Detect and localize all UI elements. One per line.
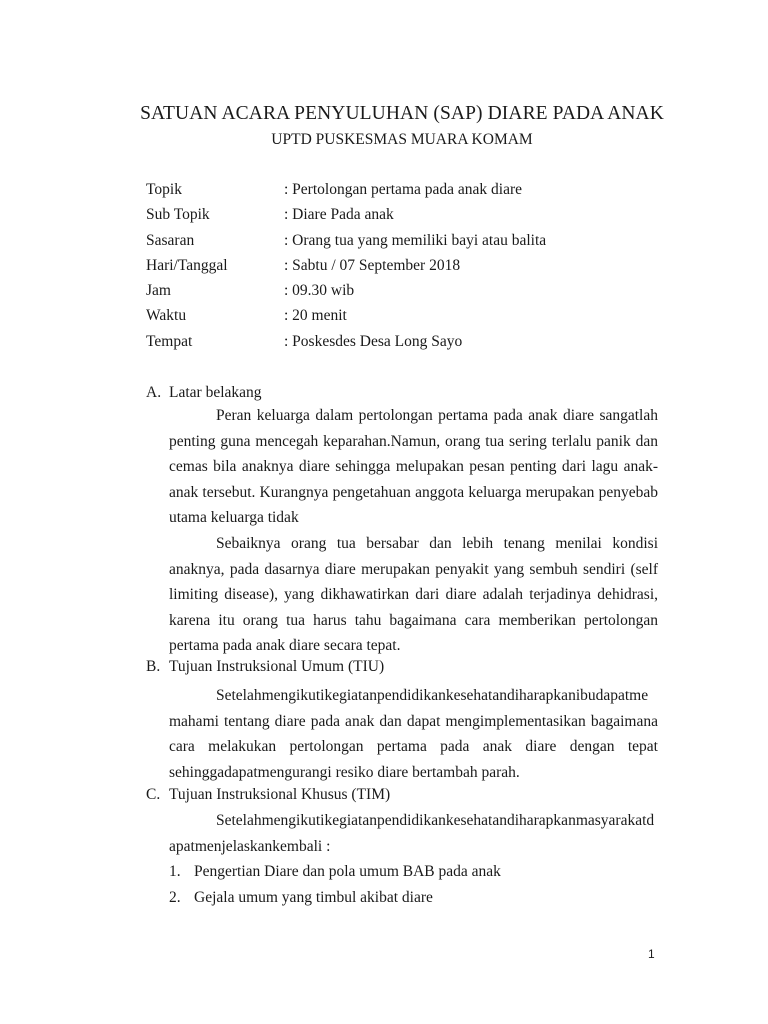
paragraph-line: Sebaiknya orang tua bersabar dan lebih tenang menilai kondisi [216, 535, 658, 552]
info-row-waktu [146, 307, 546, 332]
section-b-heading [146, 658, 384, 676]
section-title: Tujuan Instruksional Umum (TIU) [169, 658, 385, 675]
paragraph-line: penting guna mencegah keparahan.Namun, orang tua sering terlalu panik dan [169, 432, 658, 450]
info-value: : 09.30 wib [284, 282, 355, 300]
section-title: Tujuan Instruksional Khusus (TIM) [169, 786, 391, 803]
paragraph-line: apatmenjelaskankembali : [169, 837, 331, 855]
section-letter: A. [146, 384, 162, 401]
info-value: : Sabtu / 07 September 2018 [284, 256, 461, 274]
paragraph-line: Peran keluarga dalam pertolongan pertama pada anak diare sangatlah [216, 407, 658, 424]
section-a-paragraph-2 [169, 531, 658, 659]
info-label: Jam [146, 282, 171, 300]
paragraph-line: pertama pada anak diare secara tepat. [169, 637, 401, 655]
list-text: Pengertian Diare dan pola umum BAB pada anak [194, 863, 501, 880]
paragraph-line: karena itu orang tua harus tahu bagaimana cara memberikan pertolongan [169, 611, 658, 629]
info-row-sasaran [146, 232, 546, 257]
document-subtitle: UPTD PUSKESMAS MUARA KOMAM [271, 131, 533, 148]
info-table [146, 181, 546, 358]
info-value: : 20 menit [284, 307, 347, 325]
list-item [169, 885, 501, 911]
section-c-heading [146, 786, 390, 804]
info-label: Hari/Tanggal [146, 256, 228, 274]
page-number: 1 [648, 947, 655, 961]
paragraph-line: cemas bila anaknya diare sehingga melupakan pesan penting dari lagu anak- [169, 458, 658, 476]
info-row-tempat [146, 333, 546, 358]
paragraph-line: limiting disease), yang dikhawatirkan dari diare adalah terjadinya dehidrasi, [169, 586, 658, 604]
paragraph-line: utama keluarga tidak [169, 509, 299, 527]
info-label: Sub Topik [146, 206, 210, 224]
section-a-heading [146, 384, 262, 402]
paragraph-line: Setelahmengikutikegiatanpendidikankesehatandiharapkanmasyarakatd [216, 812, 655, 829]
paragraph-line: Setelahmengikutikegiatanpendidikankesehatandiharapkanibudapatme [216, 687, 649, 704]
paragraph-line: cara melakukan pertolongan pertama pada anak diare dengan tepat [169, 738, 658, 756]
paragraph-line: anak tersebut. Kurangnya pengetahuan anggota keluarga merupakan penyebab [169, 483, 658, 501]
info-row-jam [146, 282, 546, 307]
info-value: : Poskesdes Desa Long Sayo [284, 332, 463, 350]
list-text: Gejala umum yang timbul akibat diare [194, 888, 433, 906]
section-letter: B. [146, 658, 161, 675]
section-title: Latar belakang [169, 384, 262, 401]
paragraph-line: mahami tentang diare pada anak dan dapat mengimplementasikan bagaimana [169, 712, 658, 730]
info-value: : Diare Pada anak [284, 206, 394, 224]
info-row-topik [146, 181, 546, 206]
document-title: SATUAN ACARA PENYULUHAN (SAP) DIARE PADA ANAK [140, 103, 664, 124]
info-row-sub-topik [146, 206, 546, 231]
info-label: Topik [146, 181, 182, 198]
list-number: 1. [169, 863, 181, 880]
info-label: Tempat [146, 332, 193, 350]
section-b-paragraph [169, 683, 658, 785]
info-value: : Pertolongan pertama pada anak diare [284, 181, 522, 198]
list-number: 2. [169, 888, 181, 906]
paragraph-line: anaknya, pada dasarnya diare merupakan penyakit yang sembuh sendiri (self [169, 560, 658, 578]
paragraph-line: sehinggadapatmengurangi resiko diare bertambah parah. [169, 763, 520, 781]
list-item [169, 859, 501, 885]
section-c-list [169, 859, 501, 910]
info-label: Waktu [146, 307, 187, 325]
section-a-paragraph-1 [169, 403, 658, 531]
info-value: : Orang tua yang memiliki bayi atau balita [284, 231, 547, 249]
section-letter: C. [146, 786, 161, 803]
info-row-hari-tanggal [146, 257, 546, 282]
info-label: Sasaran [146, 231, 195, 249]
section-c-paragraph [169, 808, 658, 859]
